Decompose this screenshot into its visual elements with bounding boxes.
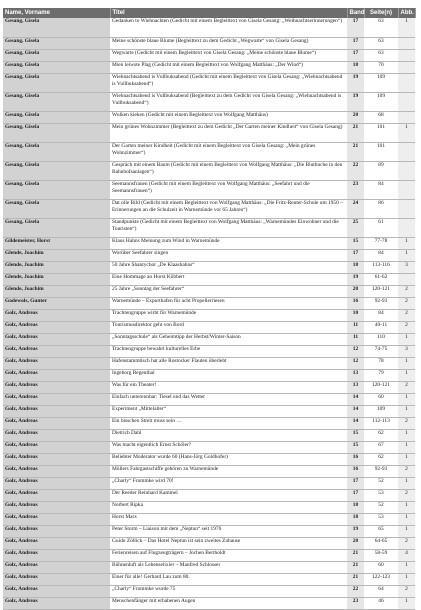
name-cell: Golz, Andreas (3, 585, 110, 597)
index-page (3, 8, 415, 604)
band-cell: 18 (347, 501, 364, 513)
name-cell: Godewols, Gunter (3, 297, 110, 309)
table-row (3, 549, 415, 561)
page-cell: 113-116 (364, 261, 398, 273)
band-cell: 24 (347, 199, 364, 218)
table-row (3, 453, 415, 465)
page-cell: 60 (364, 393, 398, 405)
figure-count-cell: 3 (398, 345, 415, 357)
band-cell: 11 (347, 333, 364, 345)
figure-count-cell: 1 (398, 393, 415, 405)
name-cell: Golz, Andreas (3, 537, 110, 549)
page-cell: 122-123 (364, 573, 398, 585)
name-cell: Golz, Andreas (3, 525, 110, 537)
header-name: Name, Vorname (3, 8, 110, 18)
table-row (3, 261, 415, 273)
name-cell: Golz, Andreas (3, 405, 110, 417)
name-cell: Golz, Andreas (3, 549, 110, 561)
title-cell: Guido Zöllick – Das Hotel Neptun ist sein zweites Zuhause (110, 537, 347, 549)
author-index-table (3, 8, 416, 610)
table-row (3, 142, 415, 161)
table-row (3, 218, 415, 237)
page-cell: 77-78 (364, 237, 398, 249)
title-cell: Trachtengruppe bewahrt kulturelles Erbe (110, 345, 347, 357)
band-cell: 12 (347, 357, 364, 369)
title-cell: „Sonntagsschule“ als Geheimtipp der Herbst/Winter-Saison (110, 333, 347, 345)
title-cell: Ingeborg Regenthal (110, 369, 347, 381)
band-cell: 10 (347, 309, 364, 321)
name-cell: Glende, Joachim (3, 249, 110, 261)
title-cell: Gedanken to Wiehnachten (Gedicht mit einem Begleittext von Gisela Gesang: „Weihnachtserinnerungen“) (110, 18, 347, 37)
table-row (3, 597, 415, 609)
name-cell: Golz, Andreas (3, 357, 110, 369)
page-cell: 109 (364, 73, 398, 92)
title-cell: Was für ein Theater! (110, 381, 347, 393)
band-cell: 19 (347, 525, 364, 537)
table-row (3, 249, 415, 261)
table-row (3, 489, 415, 501)
table-row (3, 73, 415, 92)
page-cell: 63 (364, 49, 398, 61)
figure-count-cell: 3 (398, 261, 415, 273)
table-row (3, 18, 415, 37)
table-row (3, 501, 415, 513)
table-row (3, 92, 415, 111)
page-cell: 92-93 (364, 297, 398, 309)
title-cell: Dat olle Bild (Gedicht mit einem Begleittext von Wolfgang Matthäus: „Die Fritz-Reuter-Schule um 1950 – Erinnerungen an die Schulzeit in Warnemünde vor 65 Jahren“) (110, 199, 347, 218)
page-cell: 101 (364, 142, 398, 161)
table-row (3, 477, 415, 489)
table-row (3, 573, 415, 585)
page-cell: 109 (364, 92, 398, 111)
name-cell: Golz, Andreas (3, 465, 110, 477)
page-cell: 61-62 (364, 273, 398, 285)
band-cell: 15 (347, 441, 364, 453)
figure-count-cell: 1 (398, 441, 415, 453)
figure-count-cell: 1 (398, 357, 415, 369)
band-cell: 18 (347, 61, 364, 73)
table-row (3, 429, 415, 441)
page-cell: 70 (364, 61, 398, 73)
page-cell: 68 (364, 111, 398, 123)
band-cell: 12 (347, 345, 364, 357)
table-row (3, 273, 415, 285)
band-cell: 16 (347, 453, 364, 465)
name-cell: Gesang, Gisela (3, 37, 110, 49)
band-cell: 16 (347, 297, 364, 309)
figure-count-cell (398, 180, 415, 199)
table-row (3, 381, 415, 393)
band-cell: 19 (347, 73, 364, 92)
title-cell: Der Garten meiner Kindheit (Gedicht mit einem Begleittext von Gisela Gesang: „Mein grünes Wohnzimmer“) (110, 142, 347, 161)
band-cell: 21 (347, 573, 364, 585)
table-row (3, 369, 415, 381)
name-cell: Golz, Andreas (3, 381, 110, 393)
title-cell: Eine Hommage an Horst Köbbert (110, 273, 347, 285)
figure-count-cell (398, 111, 415, 123)
title-cell: Meine schönste blaue Blume (Begleittext zu dem Gedicht „Wegwarte“ von Gisela Gesang) (110, 37, 347, 49)
name-cell: Golz, Andreas (3, 441, 110, 453)
name-cell: Golz, Andreas (3, 309, 110, 321)
figure-count-cell (398, 142, 415, 161)
figure-count-cell: 1 (398, 249, 415, 261)
page-cell: 46 (364, 597, 398, 609)
title-cell: 25 Jahre „Sonntag der Seefahrer“ (110, 285, 347, 297)
table-row (3, 585, 415, 597)
name-cell: Golz, Andreas (3, 489, 110, 501)
name-cell: Golz, Andreas (3, 345, 110, 357)
band-cell: 13 (347, 369, 364, 381)
page-cell: 67 (364, 441, 398, 453)
name-cell: Golz, Andreas (3, 369, 110, 381)
table-row (3, 297, 415, 309)
table-row (3, 123, 415, 142)
title-cell: Bühnenluft als Lebenselixier – Manfred Schlosser (110, 561, 347, 573)
table-row (3, 465, 415, 477)
name-cell: Golz, Andreas (3, 561, 110, 573)
table-row (3, 357, 415, 369)
page-cell: 110 (364, 333, 398, 345)
name-cell: Golz, Andreas (3, 477, 110, 489)
name-cell: Gesang, Gisela (3, 73, 110, 92)
table-row (3, 525, 415, 537)
page-cell: 112-113 (364, 417, 398, 429)
figure-count-cell: 1 (398, 561, 415, 573)
name-cell: Gesang, Gisela (3, 180, 110, 199)
table-row (3, 37, 415, 49)
table-row (3, 513, 415, 525)
title-cell: Wiehnachtsabend is Vullbuksabend (Gedicht mit einem Begleittext von Gisela Gesang: „Wiehnachtsabend is Vullbuksabend“) (110, 73, 347, 92)
title-cell: Tourismusdirektor geht von Bord (110, 321, 347, 333)
band-cell: 15 (347, 429, 364, 441)
band-cell: 19 (347, 273, 364, 285)
title-cell: Peter Storm – Liaison mit dem „Neptun“ seit 1976 (110, 525, 347, 537)
band-cell: 18 (347, 513, 364, 525)
band-cell: 25 (347, 218, 364, 237)
name-cell: Golz, Andreas (3, 321, 110, 333)
page-cell: 109 (364, 405, 398, 417)
title-cell: Warnemünde – Exporthafen für acht Propellerriesen (110, 297, 347, 309)
page-cell: 63 (364, 37, 398, 49)
figure-count-cell: 2 (398, 297, 415, 309)
title-cell: Experiment „Mittelalter“ (110, 405, 347, 417)
figure-count-cell: 1 (398, 123, 415, 142)
band-cell: 22 (347, 585, 364, 597)
band-cell: 17 (347, 49, 364, 61)
name-cell: Gesang, Gisela (3, 18, 110, 37)
figure-count-cell: 1 (398, 18, 415, 37)
title-cell: Klaus Hahns Meinung zum Wind in Warnemünde (110, 237, 347, 249)
band-cell: 19 (347, 92, 364, 111)
name-cell: Gildemeister, Horst (3, 237, 110, 249)
figure-count-cell: 1 (398, 453, 415, 465)
title-cell: Worüber Seefahrer singen (110, 249, 347, 261)
page-cell: 53 (364, 513, 398, 525)
page-cell: 65 (364, 525, 398, 537)
header-title: Titel (110, 8, 347, 18)
table-row (3, 321, 415, 333)
band-cell: 14 (347, 417, 364, 429)
page-cell: 62 (364, 453, 398, 465)
page-cell: 120-121 (364, 285, 398, 297)
band-cell: 22 (347, 161, 364, 180)
page-cell: 53 (364, 489, 398, 501)
band-cell: 17 (347, 18, 364, 37)
name-cell: Gesang, Gisela (3, 92, 110, 111)
band-cell: 20 (347, 285, 364, 297)
figure-count-cell: 1 (398, 513, 415, 525)
figure-count-cell: 2 (398, 285, 415, 297)
figure-count-cell: 1 (398, 477, 415, 489)
table-row (3, 393, 415, 405)
figure-count-cell (398, 92, 415, 111)
title-cell: „Charly“ Frommke wurde 75 (110, 585, 347, 597)
band-cell: 21 (347, 123, 364, 142)
table-row (3, 333, 415, 345)
figure-count-cell (398, 37, 415, 49)
name-cell: Golz, Andreas (3, 573, 110, 585)
figure-count-cell (398, 273, 415, 285)
title-cell: Norbert Ripka (110, 501, 347, 513)
name-cell: Gesang, Gisela (3, 111, 110, 123)
page-cell: 40-11 (364, 321, 398, 333)
name-cell: Golz, Andreas (3, 453, 110, 465)
name-cell: Gesang, Gisela (3, 123, 110, 142)
name-cell: Gesang, Gisela (3, 161, 110, 180)
title-cell: Ferienreisen auf Flugzeugträgern – Jochen Bertholdt (110, 549, 347, 561)
page-cell: 79 (364, 369, 398, 381)
table-row (3, 285, 415, 297)
figure-count-cell: 1 (398, 405, 415, 417)
figure-count-cell: 1 (398, 333, 415, 345)
title-cell: Standpunkte (Gedicht mit einem Begleittext von Wolfgang Matthäus: „Warnemündes Einwohner und die Touristen“) (110, 218, 347, 237)
figure-count-cell: 2 (398, 585, 415, 597)
page-cell: 78 (364, 357, 398, 369)
table-row (3, 441, 415, 453)
figure-count-cell: 1 (398, 237, 415, 249)
title-cell: Horst Marx (110, 513, 347, 525)
title-cell: Wulken kieken (Gedicht mit einem Begleittext von Wolfgang Matthäus) (110, 111, 347, 123)
page-cell: 101 (364, 123, 398, 142)
page-cell: 52 (364, 501, 398, 513)
name-cell: Gesang, Gisela (3, 218, 110, 237)
name-cell: Golz, Andreas (3, 417, 110, 429)
figure-count-cell: 1 (398, 573, 415, 585)
name-cell: Gesang, Gisela (3, 199, 110, 218)
figure-count-cell: 2 (398, 309, 415, 321)
band-cell: 23 (347, 597, 364, 609)
name-cell: Golz, Andreas (3, 501, 110, 513)
page-cell: 84 (364, 309, 398, 321)
page-cell: 84 (364, 180, 398, 199)
table-row (3, 561, 415, 573)
band-cell: 23 (347, 180, 364, 199)
title-cell: Ein bisschen Streit muss sein … (110, 417, 347, 429)
figure-count-cell (398, 73, 415, 92)
header-seite: Seite(n) (364, 8, 398, 18)
title-cell: Wiehnachtsabend is Vullbuksabend (Begleittext zu dem Gedicht von Gisela Gesang: „Wiehnachtsabend is Vullbuksabend“) (110, 92, 347, 111)
table-row (3, 405, 415, 417)
name-cell: Gesang, Gisela (3, 61, 110, 73)
table-row (3, 309, 415, 321)
table-row (3, 161, 415, 180)
title-cell: Einer für alle! Gerhard Lau zum 80. (110, 573, 347, 585)
title-cell: Was macht eigentlich Ernst Schöler? (110, 441, 347, 453)
band-cell: 11 (347, 321, 364, 333)
title-cell: Einfach unterennbar: Tiesel und das Wetter (110, 393, 347, 405)
table-body (3, 18, 415, 609)
page-cell: 92-93 (364, 465, 398, 477)
band-cell: 18 (347, 261, 364, 273)
header-band: Band (347, 8, 364, 18)
name-cell: Gesang, Gisela (3, 142, 110, 161)
table-row (3, 180, 415, 199)
band-cell: 17 (347, 489, 364, 501)
band-cell: 16 (347, 465, 364, 477)
figure-count-cell: 4 (398, 549, 415, 561)
band-cell: 20 (347, 537, 364, 549)
figure-count-cell: 1 (398, 525, 415, 537)
title-cell: Wegwarte (Gedicht mit einem Begleittext von Gisela Gesang: „Meine schönste blaue Blume“) (110, 49, 347, 61)
band-cell: 14 (347, 393, 364, 405)
title-cell: „Charly“ Frommke wird 70! (110, 477, 347, 489)
table-row (3, 537, 415, 549)
band-cell: 21 (347, 561, 364, 573)
table-row (3, 199, 415, 218)
figure-count-cell: 2 (398, 381, 415, 393)
page-cell: 52 (364, 477, 398, 489)
figure-count-cell: 2 (398, 537, 415, 549)
name-cell: Golz, Andreas (3, 393, 110, 405)
figure-count-cell: 1 (398, 429, 415, 441)
table-header (3, 8, 415, 18)
page-cell: 63 (364, 18, 398, 37)
title-cell: Trachtengruppe wirbt für Warnemünde (110, 309, 347, 321)
page-cell: 89 (364, 161, 398, 180)
title-cell: Gespräch mit einem Baum (Gedicht mit einem Begleittext von Wolfgang Matthäus: „Die Blutbuche in den Bahnhofsanlagen“) (110, 161, 347, 180)
figure-count-cell: 1 (398, 369, 415, 381)
figure-count-cell (398, 218, 415, 237)
title-cell: Beliebter Moderator wurde 60 (Hans-Jörg Goldhofer) (110, 453, 347, 465)
title-cell: Dietrich Dahl (110, 429, 347, 441)
page-cell: 58-59 (364, 549, 398, 561)
band-cell: 14 (347, 405, 364, 417)
table-row (3, 49, 415, 61)
name-cell: Gesang, Gisela (3, 49, 110, 61)
band-cell: 17 (347, 37, 364, 49)
page-cell: 60 (364, 561, 398, 573)
page-cell: 84 (364, 249, 398, 261)
title-cell: Menschenfänger mit erhabenen Augen (110, 597, 347, 609)
band-cell: 17 (347, 477, 364, 489)
header-abb: Abb. (398, 8, 415, 18)
figure-count-cell: 2 (398, 321, 415, 333)
figure-count-cell: 1 (398, 501, 415, 513)
band-cell: 15 (347, 237, 364, 249)
title-cell: 50 Jahre Shantychor „De Klaashahns“ (110, 261, 347, 273)
title-cell: Möllers Fahrgastschiffe gehören zu Warnemünde (110, 465, 347, 477)
title-cell: Der Reeder Reinhard Kammel (110, 489, 347, 501)
name-cell: Glende, Joachim (3, 285, 110, 297)
figure-count-cell: 2 (398, 465, 415, 477)
band-cell: 21 (347, 549, 364, 561)
band-cell: 17 (347, 249, 364, 261)
name-cell: Glende, Joachim (3, 273, 110, 285)
page-cell: 62 (364, 429, 398, 441)
name-cell: Golz, Andreas (3, 597, 110, 609)
title-cell: Seemannsfrauen (Gedicht mit einem Begleittext von Wolfgang Matthäus: „Seefahrt und die Seemannsfrauen“) (110, 180, 347, 199)
table-row (3, 61, 415, 73)
name-cell: Golz, Andreas (3, 333, 110, 345)
page-cell: 86 (364, 199, 398, 218)
name-cell: Golz, Andreas (3, 513, 110, 525)
figure-count-cell (398, 49, 415, 61)
table-row (3, 345, 415, 357)
page-cell: 64-65 (364, 537, 398, 549)
figure-count-cell: 2 (398, 489, 415, 501)
page-cell: 64 (364, 585, 398, 597)
name-cell: Glende, Joachim (3, 261, 110, 273)
title-cell: Hafenstammtisch hat alle Rostocker Flauten überlebt (110, 357, 347, 369)
band-cell: 20 (347, 111, 364, 123)
page-cell: 120-121 (364, 381, 398, 393)
name-cell: Golz, Andreas (3, 429, 110, 441)
figure-count-cell: 2 (398, 417, 415, 429)
band-cell: 13 (347, 381, 364, 393)
table-row (3, 237, 415, 249)
figure-count-cell (398, 199, 415, 218)
title-cell: Mein grünes Wohnzimmer (Begleittext zu dem Gedicht „Der Garten meiner Kindheit“ von Gisela Gesang) (110, 123, 347, 142)
figure-count-cell (398, 161, 415, 180)
page-cell: 61 (364, 218, 398, 237)
table-row (3, 417, 415, 429)
figure-count-cell: 1 (398, 597, 415, 609)
title-cell: Mien leiwste Plag (Gedicht mit einem Begleittext von Wolfgang Matthäus: „Der Wind“) (110, 61, 347, 73)
table-row (3, 111, 415, 123)
page-cell: 74-75 (364, 345, 398, 357)
band-cell: 21 (347, 142, 364, 161)
figure-count-cell (398, 61, 415, 73)
